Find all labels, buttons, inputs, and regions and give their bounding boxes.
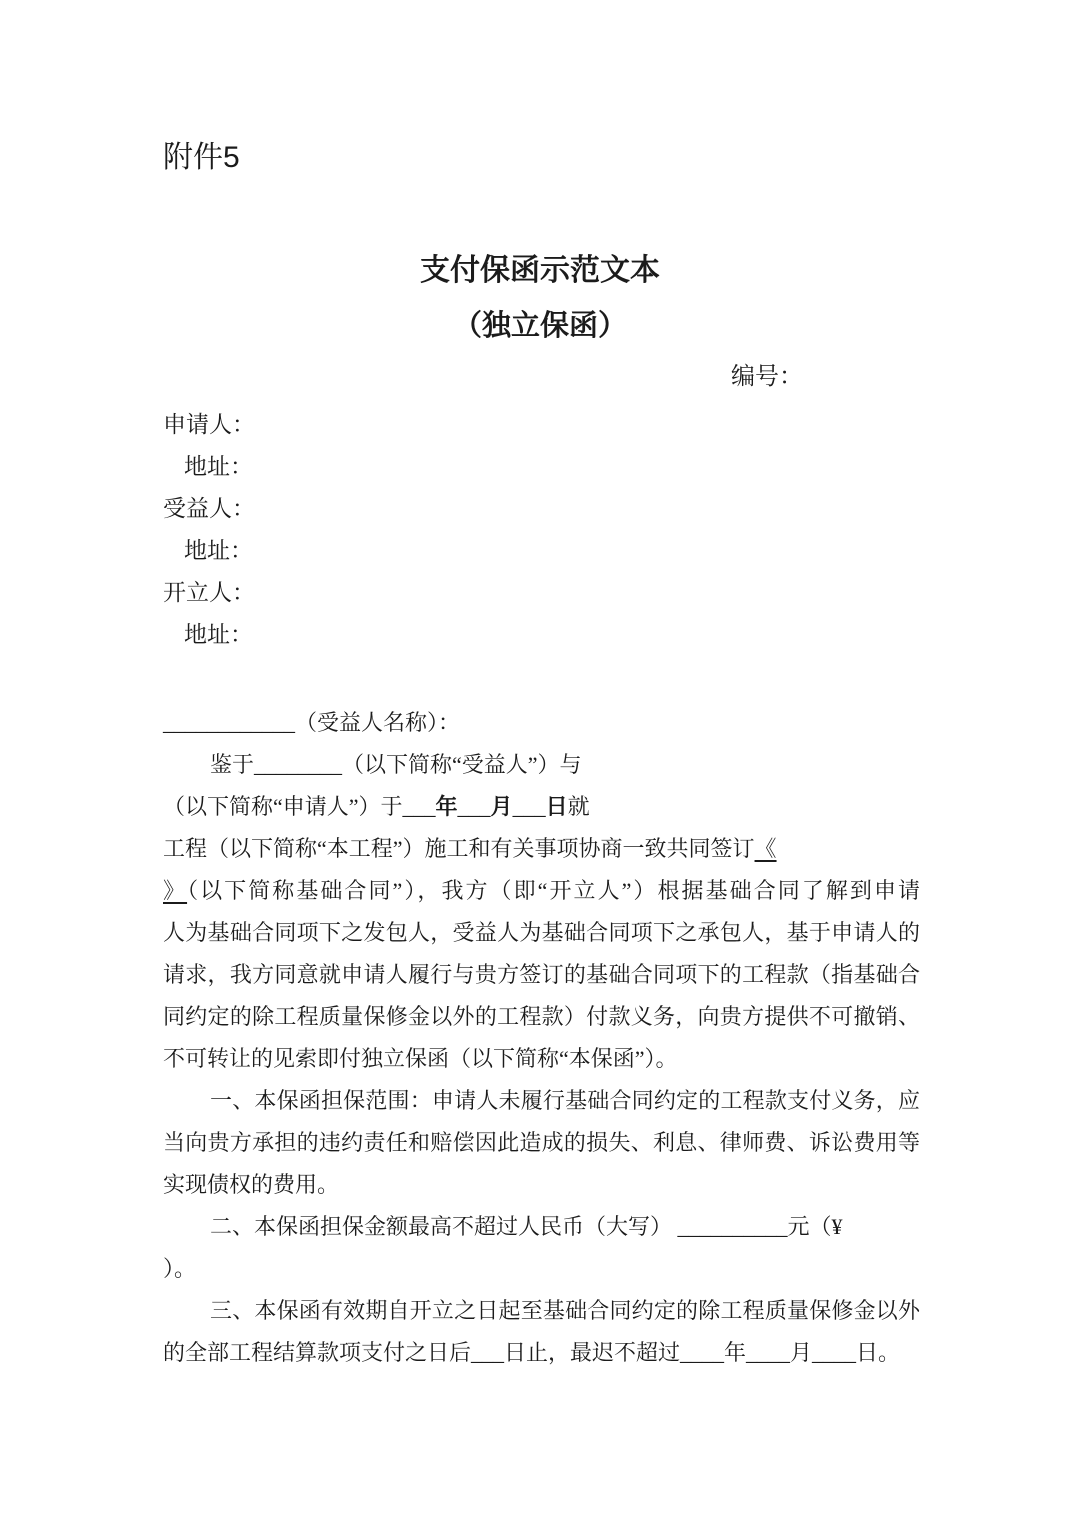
text-segment: 不可转让的见索即付独立保函（以下简称“本保函”）。: [163, 1046, 678, 1071]
body-line: [163, 996, 920, 1038]
body-line: [163, 1080, 920, 1122]
body-line: [163, 702, 920, 744]
text-segment: （以下简称“申请人”）于___: [163, 794, 436, 819]
field-party-label: 申请人：: [163, 412, 255, 437]
body-line: [163, 1164, 920, 1206]
text-segment: ____________（受益人名称）：: [163, 710, 461, 735]
field-address-label: 地址：: [184, 622, 253, 647]
field-address-label: 地址：: [184, 454, 253, 479]
body-line: [163, 954, 920, 996]
body-line: [163, 1290, 920, 1332]
body-line: [163, 1038, 920, 1080]
text-segment: 实现债权的费用。: [163, 1172, 340, 1197]
attachment-label: 附件5: [163, 141, 240, 174]
bold-date-char: 日: [545, 794, 568, 819]
body-line: [163, 912, 920, 954]
field-party-label: 受益人：: [163, 496, 255, 521]
body-text: [163, 702, 920, 1374]
number-label: 编号：: [731, 364, 803, 390]
text-segment: 的全部工程结算款项支付之日后___日止，最迟不超过____年____月____日。: [163, 1340, 901, 1365]
document-title: 支付保函示范文本: [420, 254, 660, 287]
underlined-blank: 》: [163, 878, 188, 903]
body-line: [163, 744, 920, 786]
body-line: [163, 1248, 920, 1290]
text-segment: 人为基础合同项下之发包人，受益人为基础合同项下之承包人，基于申请人的: [163, 920, 920, 945]
text-segment: ___: [512, 794, 546, 819]
bold-date-char: 年: [435, 794, 458, 819]
text-segment: 二、本保函担保金额最高不超过人民币（大写） __________元（¥: [210, 1214, 843, 1239]
text-segment: 同约定的除工程质量保修金以外的工程款）付款义务，向贵方提供不可撤销、: [163, 1004, 920, 1029]
party-fields: [163, 404, 255, 656]
field-address-label: 地址：: [184, 538, 253, 563]
text-segment: ___: [457, 794, 491, 819]
text-segment: 三、本保函有效期自开立之日起至基础合同约定的除工程质量保修金以外: [210, 1298, 920, 1323]
text-segment: 就: [567, 794, 590, 819]
text-segment: 当向贵方承担的违约责任和赔偿因此造成的损失、利息、律师费、诉讼费用等: [163, 1130, 920, 1155]
body-line: [163, 1122, 920, 1164]
text-segment: ）。: [163, 1256, 197, 1281]
text-segment: 一、本保函担保范围：申请人未履行基础合同约定的工程款支付义务，应: [210, 1088, 920, 1113]
body-line: [163, 1206, 920, 1248]
body-line: [163, 828, 920, 870]
underlined-blank: 《: [754, 836, 777, 861]
text-segment: 鉴于________（以下简称“受益人”）与: [210, 752, 582, 777]
body-line: [163, 1332, 920, 1374]
bold-date-char: 月: [490, 794, 513, 819]
body-line: [163, 870, 920, 912]
body-line: [163, 786, 920, 828]
document-subtitle: （独立保函）: [452, 310, 627, 342]
text-segment: 工程（以下简称“本工程”）施工和有关事项协商一致共同签订: [163, 836, 755, 861]
text-segment: 请求，我方同意就申请人履行与贵方签订的基础合同项下的工程款（指基础合: [163, 962, 920, 987]
field-party-label: 开立人：: [163, 580, 255, 605]
text-segment: （以下简称基础合同”），我方（即“开立人”）根据基础合同了解到申请: [187, 878, 920, 903]
